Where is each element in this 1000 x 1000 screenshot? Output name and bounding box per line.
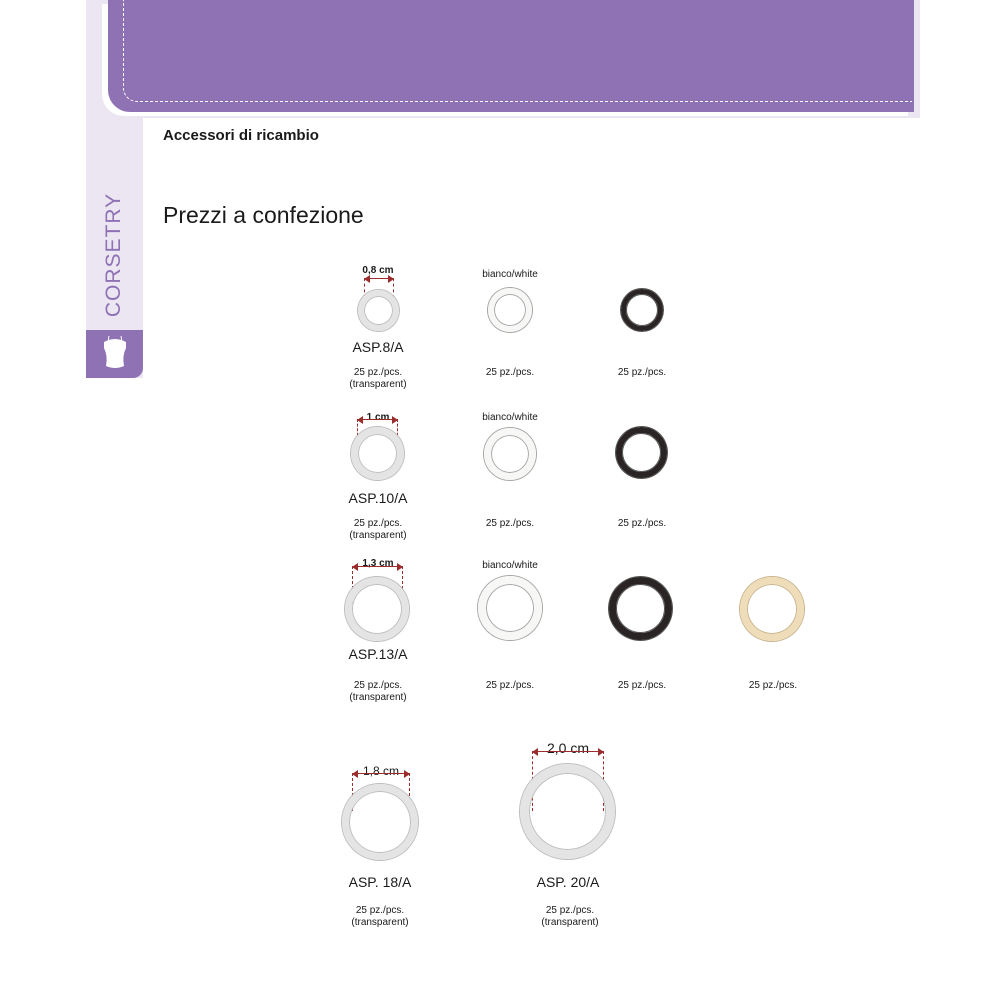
ring-transparent [351,427,404,480]
pack-info: 25 pz./pcs. (transparent) [541,905,599,928]
ring-nude [740,577,804,641]
pack-info: 25 pz./pcs. [485,367,535,378]
color-note: bianco/white [482,560,538,571]
product-code: ASP.13/A [348,646,408,662]
sidebar-label: CORSETRY [102,192,126,318]
ring-black [609,577,672,640]
ring-transparent [342,784,418,860]
dimension-label: 2,0 cm [546,740,590,756]
dimension-arrow [357,419,398,420]
color-note: bianco/white [482,412,538,423]
pack-info: 25 pz./pcs. (transparent) [349,680,407,703]
page-subtitle: Accessori di ricambio [163,127,319,144]
dimension-label: 0,8 cm [362,265,394,276]
pack-info: 25 pz./pcs. [485,680,535,691]
pack-info: 25 pz./pcs. [617,680,667,691]
dimension-arrow [532,751,604,752]
dimension-label: 1 cm [366,412,390,423]
pack-info: 25 pz./pcs. (transparent) [351,905,409,928]
pack-info: 25 pz./pcs. [748,680,798,691]
sidebar-icon-box [86,330,143,378]
ring-white [484,428,536,480]
ring-white [488,288,532,332]
dimension-arrow [364,278,394,279]
ring-transparent [345,577,409,641]
product-code: ASP.10/A [348,490,408,506]
ring-black [616,427,667,478]
pack-info: 25 pz./pcs. [485,518,535,529]
pack-info: 25 pz./pcs. [617,518,667,529]
dimension-label: 1,3 cm [362,558,394,569]
pack-info: 25 pz./pcs. (transparent) [349,367,407,390]
header-stitching [123,0,912,102]
pack-info: 25 pz./pcs. (transparent) [349,518,407,541]
corset-icon [100,334,130,376]
ring-white [478,576,542,640]
ring-transparent [358,290,399,331]
product-code: ASP. 20/A [536,874,600,890]
dimension-arrow [352,773,410,774]
ring-transparent [520,764,615,859]
color-note: bianco/white [482,269,538,280]
pack-info: 25 pz./pcs. [617,367,667,378]
dimension-label: 1,8 cm [362,764,400,778]
product-code: ASP.8/A [352,339,404,355]
page-title: Prezzi a confezione [163,202,364,228]
dimension-arrow [352,566,403,567]
product-code: ASP. 18/A [348,874,412,890]
ring-black [621,289,663,331]
